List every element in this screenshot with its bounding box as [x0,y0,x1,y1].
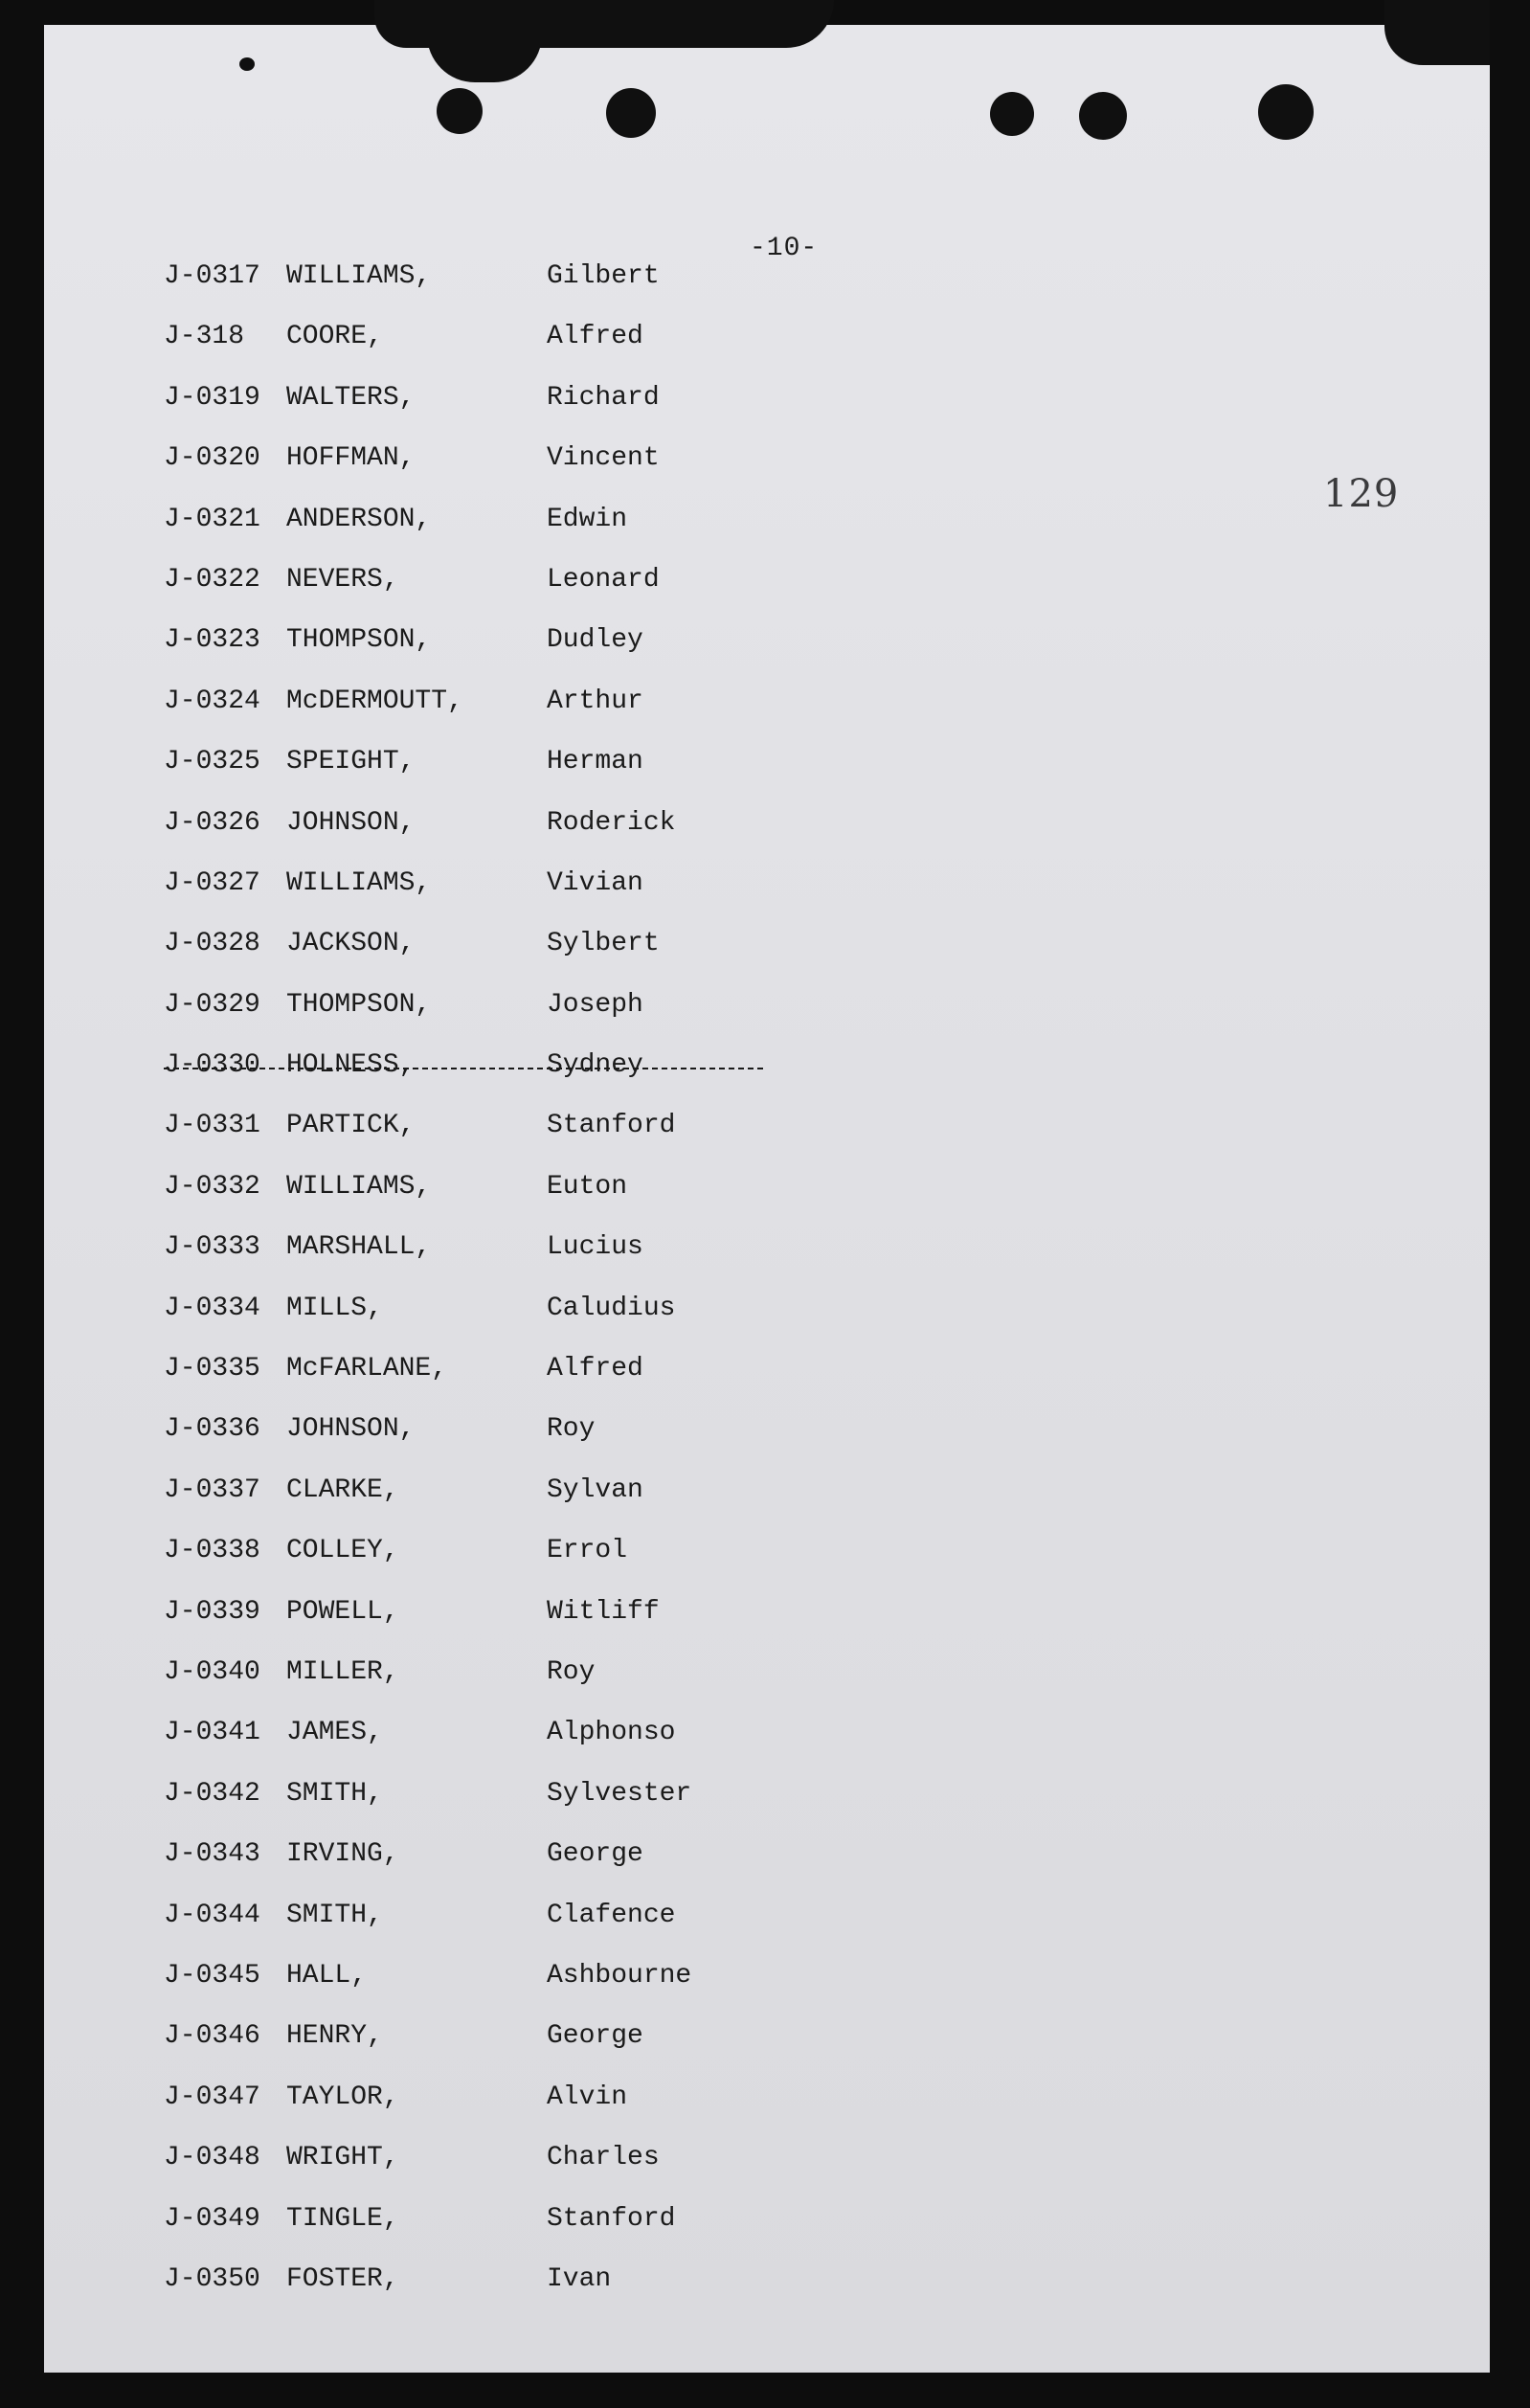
given-name: Clafence [547,1900,676,1930]
given-name: Arthur [547,686,643,716]
surname: WILLIAMS, [286,1171,432,1202]
record-id: J-0337 [164,1474,260,1505]
given-name: Vincent [547,443,660,474]
list-item [164,929,891,989]
list-item [164,2143,891,2203]
given-name: Dudley [547,625,643,656]
given-name: Edwin [547,504,628,534]
record-id: J-0347 [164,2082,260,2112]
record-id: J-0335 [164,1354,260,1384]
surname: HOFFMAN, [286,443,416,474]
record-id: J-0342 [164,1778,260,1809]
list-item [164,1414,891,1474]
list-item [164,1718,891,1778]
given-name: Errol [547,1536,628,1566]
surname: CLARKE, [286,1474,399,1505]
binder-hole [606,88,656,138]
given-name: Sylvan [547,1474,643,1505]
surname: HALL, [286,1960,368,1991]
record-id: J-0345 [164,1960,260,1991]
given-name: Alphonso [547,1718,676,1748]
surname: ANDERSON, [286,504,432,534]
list-item [164,1961,891,2021]
surname: JOHNSON, [286,807,416,838]
binder-hole [1079,92,1127,140]
record-id: J-0339 [164,1596,260,1627]
record-id: J-0322 [164,564,260,595]
list-item [164,990,891,1050]
surname: TAYLOR, [286,2082,399,2112]
surname: COORE, [286,322,383,352]
record-id: J-0340 [164,1656,260,1687]
record-id: J-0333 [164,1232,260,1263]
record-id: J-0343 [164,1839,260,1870]
list-item [164,625,891,686]
list-item [164,686,891,747]
torn-edge [427,25,542,82]
given-name: Alfred [547,322,643,352]
list-item [164,1294,891,1354]
list-item [164,383,891,443]
surname: MILLS, [286,1293,383,1323]
surname: SMITH, [286,1778,383,1809]
record-id: J-0350 [164,2263,260,2294]
binder-hole [990,92,1034,136]
list-item [164,808,891,868]
given-name: Gilbert [547,261,660,291]
given-name: Alfred [547,1354,643,1384]
record-id: J-0323 [164,625,260,656]
given-name: George [547,2021,643,2052]
list-item [164,1839,891,1900]
binder-hole [437,88,483,134]
surname: HOLNESS, [286,1050,416,1081]
given-name: Herman [547,747,643,777]
given-name: Ashbourne [547,1960,692,1991]
name-list [164,261,891,2325]
list-item [164,1597,891,1657]
torn-edge [1384,0,1490,65]
list-item [164,2082,891,2143]
record-id: J-0331 [164,1111,260,1141]
surname: THOMPSON, [286,625,432,656]
list-item-struck [164,1050,891,1111]
record-id: J-0319 [164,382,260,413]
record-id: J-0321 [164,504,260,534]
given-name: Witliff [547,1596,660,1627]
given-name: Ivan [547,2263,612,2294]
given-name: Lucius [547,1232,643,1263]
record-id: J-0325 [164,747,260,777]
list-item [164,505,891,565]
list-item [164,1475,891,1536]
surname: FOSTER, [286,2263,399,2294]
record-id: J-0344 [164,1900,260,1930]
list-item [164,1354,891,1414]
surname: SPEIGHT, [286,747,416,777]
folio-number: 129 [1323,472,1400,516]
surname: SMITH, [286,1900,383,1930]
list-item [164,1232,891,1293]
surname: WRIGHT, [286,2143,399,2173]
surname: HENRY, [286,2021,383,2052]
given-name: Roy [547,1414,596,1445]
record-id: J-0334 [164,1293,260,1323]
list-item [164,565,891,625]
surname: POWELL, [286,1596,399,1627]
given-name: Roy [547,1656,596,1687]
given-name: Sylbert [547,929,660,959]
binder-hole [1258,84,1314,140]
surname: MARSHALL, [286,1232,432,1263]
record-id: J-0328 [164,929,260,959]
surname: WALTERS, [286,382,416,413]
surname: WILLIAMS, [286,261,432,291]
record-id: J-0326 [164,807,260,838]
record-id: J-0349 [164,2203,260,2234]
surname: JAMES, [286,1718,383,1748]
page-number: -10- [750,234,819,263]
surname: JACKSON, [286,929,416,959]
record-id: J-0330 [164,1050,260,1081]
list-item [164,747,891,807]
record-id: J-0336 [164,1414,260,1445]
surname: COLLEY, [286,1536,399,1566]
given-name: Stanford [547,1111,676,1141]
surname: McFARLANE, [286,1354,448,1384]
surname: McDERMOUTT, [286,686,463,716]
given-name: Roderick [547,807,676,838]
record-id: J-0348 [164,2143,260,2173]
given-name: Caludius [547,1293,676,1323]
surname: PARTICK, [286,1111,416,1141]
list-item [164,1536,891,1596]
given-name: Richard [547,382,660,413]
record-id: J-0332 [164,1171,260,1202]
given-name: Stanford [547,2203,676,2234]
list-item [164,1172,891,1232]
record-id: J-0320 [164,443,260,474]
record-id: J-0317 [164,261,260,291]
list-item [164,261,891,322]
record-id: J-0327 [164,867,260,898]
given-name: Charles [547,2143,660,2173]
given-name: Euton [547,1171,628,1202]
given-name: Leonard [547,564,660,595]
list-item [164,868,891,929]
record-id: J-0338 [164,1536,260,1566]
surname: IRVING, [286,1839,399,1870]
list-item [164,1111,891,1171]
surname: TINGLE, [286,2203,399,2234]
record-id: J-0346 [164,2021,260,2052]
list-item [164,2021,891,2082]
list-item [164,443,891,504]
list-item [164,2204,891,2264]
list-item [164,1779,891,1839]
given-name: George [547,1839,643,1870]
surname: NEVERS, [286,564,399,595]
record-id: J-0341 [164,1718,260,1748]
surname: WILLIAMS, [286,867,432,898]
given-name: Sylvester [547,1778,692,1809]
record-id: J-0329 [164,989,260,1020]
surname: JOHNSON, [286,1414,416,1445]
given-name: Alvin [547,2082,628,2112]
record-id: J-0324 [164,686,260,716]
list-item [164,1901,891,1961]
binder-hole [239,57,255,71]
list-item [164,322,891,382]
given-name: Vivian [547,867,643,898]
given-name: Joseph [547,989,643,1020]
record-id: J-318 [164,322,245,352]
surname: THOMPSON, [286,989,432,1020]
surname: MILLER, [286,1656,399,1687]
list-item [164,1657,891,1718]
given-name: Sydney [547,1050,643,1081]
list-item [164,2264,891,2325]
